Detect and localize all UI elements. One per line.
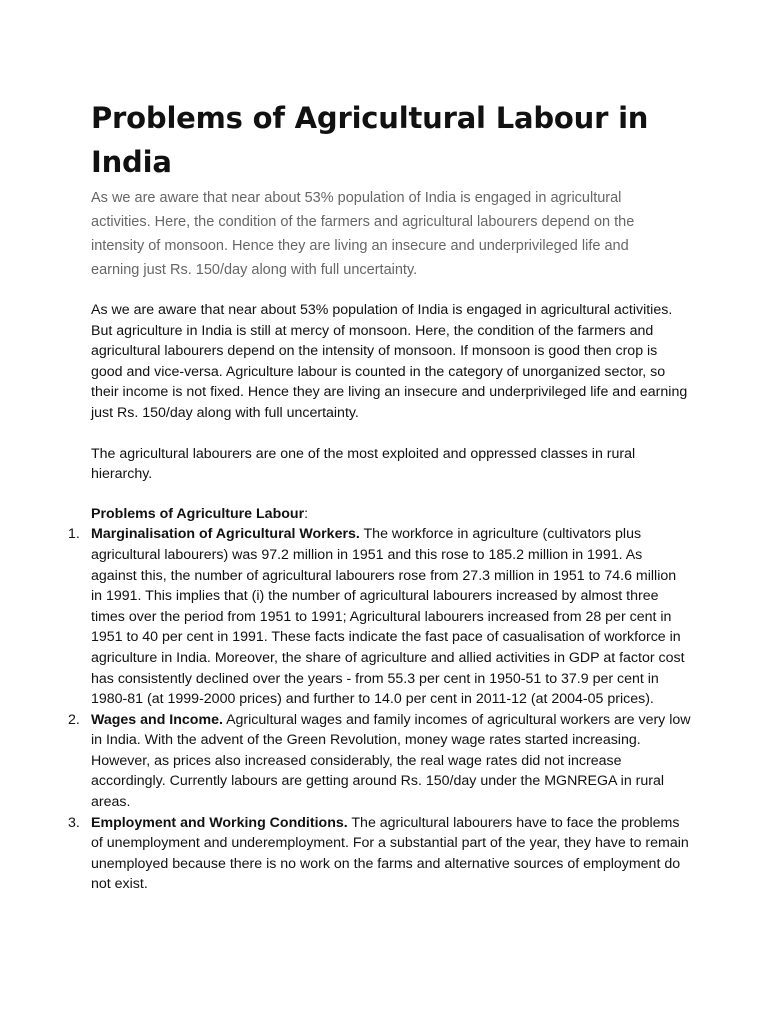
problems-heading-text: Problems of Agriculture Labour bbox=[91, 505, 305, 522]
list-item bbox=[68, 524, 691, 709]
problems-heading bbox=[91, 504, 691, 525]
list-item-lead: Employment and Working Conditions. bbox=[91, 814, 348, 831]
document-summary: As we are aware that near about 53% population of India is engaged in agricultural activities. Here, the condition of the farmers and agricultural labourers depend on the intensity of monsoon. Hence they are living an insecure and underprivileged life and earning just Rs. 150/day along with full uncertainty. bbox=[91, 190, 635, 278]
list-item-text: The agricultural labourers have to face the problems of unemployment and underemployment. For a substantial part of the year, they have to remain unemployed because there is no work on the farms and alternative sources of employment do not exist. bbox=[91, 814, 689, 893]
list-item-number: 2. bbox=[68, 711, 80, 728]
list-item-number: 1. bbox=[68, 526, 80, 543]
list-item bbox=[68, 710, 691, 813]
list-item-text: Agricultural wages and family incomes of agricultural workers are very low in India. With the advent of the Green Revolution, money wage rates started increasing. However, as prices also increased considerably, the real wage rates did not increase accordingly. Currently labours are getting around Rs. 150/day under the MGNREGA in rural areas. bbox=[91, 711, 691, 811]
list-item-lead: Marginalisation of Agricultural Workers. bbox=[91, 526, 360, 543]
list-item-number: 3. bbox=[68, 814, 80, 831]
problems-list bbox=[68, 524, 691, 895]
list-item-text: The workforce in agriculture (cultivators plus agricultural labourers) was 97.2 million in 1951 and this rose to 185.2 million in 1991. As against this, the number of agricultural labourers rose from 27.3 million in 1951 to 74.6 million in 1991. This implies that (i) the number of agricultural labourers increased by almost three times over the period from 1951 to 1991; Agricultural labourers increased from 28 per cent in 1951 to 40 per cent in 1991. These facts indicate the fast pace of casualisation of workforce in agriculture in India. Moreover, the share of agriculture and allied activities in GDP at factor cost has consistently declined over the years - from 55.3 per cent in 1950-51 to 37.9 per cent in 1980-81 (at 1999-2000 prices) and further to 14.0 per cent in 2011-12 (at 2004-05 prices). bbox=[91, 526, 685, 708]
list-item bbox=[68, 813, 691, 895]
problems-heading-colon: : bbox=[304, 505, 309, 522]
list-item-lead: Wages and Income. bbox=[91, 711, 223, 728]
document-page bbox=[68, 96, 691, 895]
exploitation-paragraph: The agricultural labourers are one of the most exploited and oppressed classes in rural hierarchy. bbox=[91, 445, 636, 483]
intro-paragraph: As we are aware that near about 53% population of India is engaged in agricultural activities. But agriculture in India is still at mercy of monsoon. Here, the condition of the farmers and agricultural labourers depend on the intensity of monsoon. If monsoon is good then crop is good and vice-versa. Agriculture labour is counted in the category of unorganized sector, so their income is not fixed. Hence they are living an insecure and underprivileged life and earning just Rs. 150/day along with full uncertainty. bbox=[91, 302, 688, 421]
document-title: Problems of Agricultural Labour in India bbox=[91, 101, 649, 179]
